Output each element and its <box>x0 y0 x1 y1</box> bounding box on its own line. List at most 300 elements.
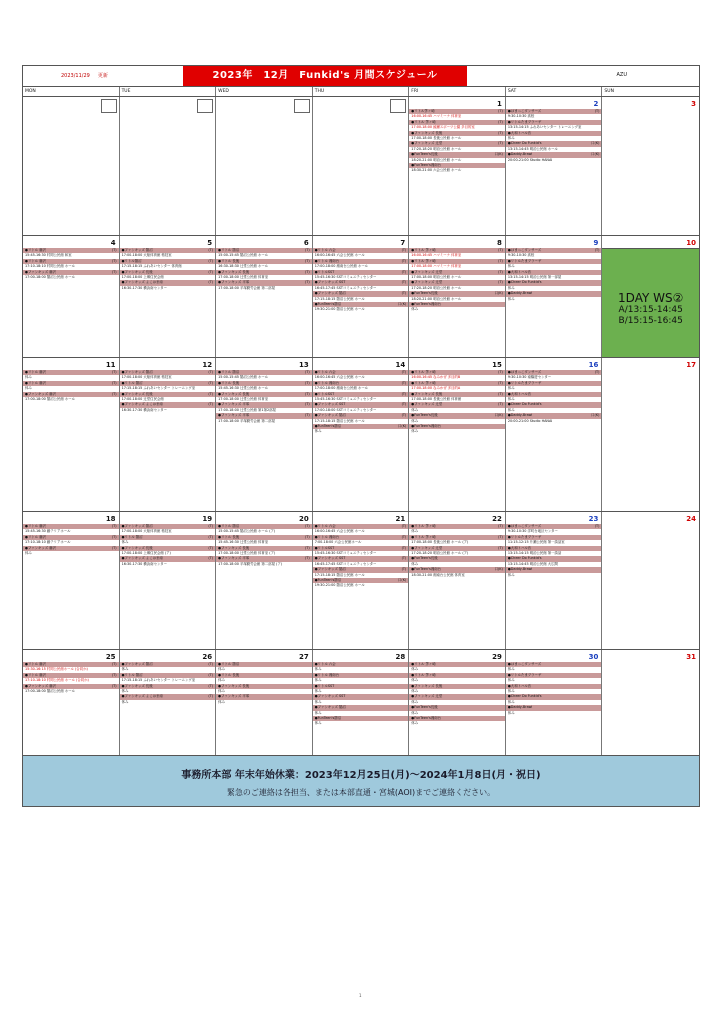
event-text: ●リトル茅ヶ崎 <box>411 109 435 113</box>
day-number: 9 <box>593 239 599 247</box>
day-number: 2 <box>593 100 599 108</box>
event-text: 17:00-18:00 大船体育館 格技室 <box>121 375 172 380</box>
event-text: ●ファンキッズ 辻堂 <box>411 402 443 407</box>
event-text: ●リトル 茅ヶ崎 <box>411 534 436 539</box>
teacher-tag: (T) <box>401 291 407 296</box>
event-text: ●リトル 六会 <box>314 524 336 528</box>
event-text: 休み <box>25 551 32 556</box>
event-text: 13:15-14:15 明治公民館 第一部屋 <box>507 275 562 280</box>
teacher-tag: (T) <box>401 269 407 274</box>
event-text: 20:00-21:00 Studio HANAI <box>507 157 553 162</box>
event-text: 17:00-18:00 平塚勤労会館 第二部屋 (ア) <box>218 561 283 566</box>
event-text: ●リトル 藤沢 <box>25 370 46 374</box>
event-text: 16:00-16:45 ハマミーナ 体育室 <box>411 253 462 258</box>
event-text: ●ファンキッズ 藤沢 <box>25 545 57 550</box>
event-text: 17:00-18:00 鵠沼公民館 ホール <box>25 397 75 402</box>
event-text: ●リトル 鵠沼 <box>121 534 143 539</box>
event-text: 18:20-21:00 明治公民館 ホール <box>411 157 462 162</box>
class-time-place <box>216 286 312 291</box>
event-text: 17:15-18:15 ふれあいセンター トレーニング室 <box>121 386 196 391</box>
event-text: 17:00-18:00 長後公民館 ホール <box>411 136 462 141</box>
event-text: ●ファンキッズ 長後 <box>411 391 443 396</box>
event-text: ●リトル 長後 <box>218 672 240 677</box>
class-time-place <box>23 397 119 402</box>
day-number: 1 <box>496 100 502 108</box>
event-text: ●FunTeen's湘南台 <box>411 424 441 429</box>
event-text: ●はまっこダンサーズ <box>507 524 542 528</box>
event-text: 17:00-18:00 大船体育館 格技室 <box>121 253 172 258</box>
event-text: ●リトルSST <box>314 391 335 396</box>
event-text: 17:20-18:20 明治公民館 ホール <box>411 285 462 290</box>
event-text: 17:15-18:15 鵠沼公民館 ホール <box>314 418 365 423</box>
day-cell[interactable] <box>23 97 120 235</box>
empty-date-box <box>294 99 310 113</box>
event-text: 休み <box>411 721 419 726</box>
event-text: ●ファンキッズ よこはま南 <box>121 556 163 561</box>
event-text: 18:30-21:00 湘南台公民館 体育室 <box>411 572 465 577</box>
event-text: ●リトル 茅ヶ崎 <box>411 258 436 263</box>
event-text: ●Daddy-Brawl <box>507 413 533 418</box>
event-text: ●リトル 鵠沼 <box>121 672 143 677</box>
event-text: 休み <box>411 678 419 683</box>
event-text: 17:15-18:15 鵠沼公民館 ホール <box>314 296 365 301</box>
teacher-tag: (T) <box>111 662 117 666</box>
event-text: ●FunTeen's湘南台 <box>411 716 441 721</box>
teacher-tag: (T) <box>498 269 503 274</box>
event-text: ●リトル 湘南台 <box>314 534 340 539</box>
week-row <box>22 235 700 357</box>
event-text: 16:00-16:45 なみかぜ 多目的B <box>411 375 461 380</box>
day-cell[interactable] <box>216 650 313 755</box>
teacher-tag: (T) <box>111 545 117 550</box>
event-text: ●リトル 藤沢 <box>25 380 46 385</box>
event-text: 休み <box>507 678 515 683</box>
day-number: 24 <box>686 515 696 523</box>
event-text: 休み <box>411 667 419 672</box>
day-cell[interactable] <box>23 512 120 649</box>
class-time-place <box>216 700 312 705</box>
event-text: 16:30-17:30 横浜南センター <box>121 285 168 290</box>
event-text: ●大和トハル音 <box>507 269 532 274</box>
event-text: ●リトル 鵠沼 <box>218 524 240 528</box>
event-text: ●Cheer Do Funkid's <box>507 556 542 561</box>
event-text: ●ファンキッズ 藤沢 <box>25 269 57 274</box>
event-text: 休み <box>507 264 515 269</box>
teacher-tag: (T) <box>208 662 214 666</box>
teacher-tag: (T) <box>304 534 310 539</box>
teacher-tag: (T) <box>304 391 310 396</box>
event-text: ●リトル 湘南台 <box>314 258 340 263</box>
teacher-tag: 口(K) <box>494 567 503 572</box>
event-text: ●大和トハル音 <box>507 130 532 135</box>
teacher-tag: (T) <box>208 280 214 285</box>
event-text: 17:15-18:15 ふれあいセンター トレーニング室 <box>121 678 196 683</box>
event-text: ●ファンキッズ 長後 <box>121 683 153 688</box>
event-text: 休み <box>314 699 322 704</box>
day-cell[interactable] <box>313 236 410 357</box>
class-time-place <box>120 562 216 567</box>
event-text: ●リトル 六会 <box>314 370 336 374</box>
event-text: 休み <box>314 678 322 683</box>
teacher-tag: (T) <box>208 534 214 539</box>
day-cell[interactable] <box>120 512 217 649</box>
teacher-tag: (T) <box>498 248 503 252</box>
day-number: 27 <box>298 653 309 661</box>
teacher-tag: (T) <box>208 694 214 699</box>
day-number: 14 <box>395 361 406 369</box>
page-number: 1 <box>359 993 362 998</box>
teacher-tag: (T) <box>304 258 310 263</box>
day-cell[interactable] <box>216 97 313 235</box>
teacher-tag: (T) <box>111 258 117 263</box>
event-text: ●リトル 茅ヶ崎 <box>411 370 436 374</box>
class-time-place <box>120 700 216 705</box>
teacher-tag: (T) <box>401 567 407 572</box>
teacher-tag: (T) <box>208 380 214 385</box>
event-text: ●Daddy-Brawl <box>507 152 533 157</box>
day-cell[interactable] <box>409 97 506 235</box>
day-cell[interactable] <box>506 512 603 649</box>
day-cell[interactable] <box>506 97 603 235</box>
teacher-tag: 口(K) <box>398 578 407 583</box>
event-text: 17:00-18:00 湘南台公民館 ホール <box>314 386 369 391</box>
event-text: 休み <box>314 721 322 726</box>
event-text: 17:00-18:00 辻堂公民館 体育室 (ア) <box>218 551 276 556</box>
update-label: 更新 <box>97 73 108 79</box>
weekday-tue: TUE <box>120 87 217 96</box>
day-cell[interactable] <box>23 358 120 511</box>
event-text: ●リトル 藤沢 <box>25 258 46 263</box>
class-time-place <box>23 275 119 280</box>
teacher-tag: (T) <box>498 119 503 124</box>
event-text: 休み <box>507 710 515 715</box>
event-text: ●はまっこダンサーズ <box>507 248 542 252</box>
event-text: ●ファンキッズ 藤沢 <box>25 683 57 688</box>
teacher-tag: (T) <box>498 258 503 263</box>
event-text: ●ファンキッズ 長後 <box>121 269 153 274</box>
event-text: 18:30-21:00 六会公民館 ホール <box>411 168 462 173</box>
event-text: 休み <box>25 375 32 380</box>
event-text: 16:45-17:45 SSTコミュニティセンター <box>314 285 377 290</box>
event-text: 休み <box>218 689 225 694</box>
header-code: AZU <box>616 72 627 78</box>
weekday-mon: MON <box>23 87 120 96</box>
event-text: ●大和トハル音 <box>507 391 532 396</box>
day-cell[interactable] <box>506 358 603 511</box>
day-cell[interactable] <box>23 650 120 755</box>
teacher-tag: (T) <box>304 413 310 418</box>
event-text: 15:00-15:45 鵠沼公民館 ホール (ア) <box>218 529 276 534</box>
teacher-tag: (T) <box>111 269 117 274</box>
event-text: 9:30-10:30 高校 <box>507 253 535 258</box>
event-text: ●FunTeen's湘南台 <box>411 567 441 572</box>
class-time-place <box>313 307 409 312</box>
day-cell[interactable] <box>602 650 699 755</box>
teacher-tag: (T) <box>594 524 600 528</box>
event-text: ●ファンキッズ 長後 <box>218 683 250 688</box>
day-cell[interactable] <box>602 97 699 235</box>
event-text: 休み <box>507 386 515 391</box>
event-text: 休み <box>507 667 515 672</box>
teacher-tag: (T) <box>111 370 117 374</box>
teacher-tag: (T) <box>208 556 214 561</box>
day-cell[interactable] <box>216 512 313 649</box>
event-text: 休み <box>411 710 419 715</box>
workshop-title: 1DAY WS② <box>618 291 684 305</box>
event-text: 17:00-18:00 明治公民館 ホール <box>411 275 462 280</box>
day-number: 7 <box>400 239 406 247</box>
day-number: 22 <box>492 515 502 523</box>
day-number: 26 <box>202 653 213 661</box>
teacher-tag: 口(K) <box>591 141 600 146</box>
teacher-tag: (T) <box>208 672 214 677</box>
teacher-tag: (T) <box>304 248 310 252</box>
event-text: 16:30-17:30 横浜南センター <box>121 407 168 412</box>
event-text: 休み <box>411 418 419 423</box>
day-cell[interactable] <box>506 650 603 755</box>
event-text: 15:45-16:30 藤テリアホール <box>25 529 71 534</box>
empty-date-box <box>390 99 406 113</box>
teacher-tag: (T) <box>304 524 310 528</box>
event-text: ●リトル 長後 <box>218 380 240 385</box>
day-cell[interactable] <box>409 650 506 755</box>
day-cell[interactable] <box>313 358 410 511</box>
day-cell[interactable] <box>602 358 699 511</box>
event-text: 休み <box>314 710 322 715</box>
event-text: 17:00-18:00 平塚勤労会館 第二部屋 <box>218 285 275 290</box>
event-text: ●ファンキッズ 辻堂 <box>411 280 443 285</box>
event-text: ●リトル 長後 <box>218 258 240 263</box>
event-text: ●リトル 長後 <box>218 534 240 539</box>
teacher-tag: (T) <box>111 672 117 677</box>
day-cell[interactable] <box>216 236 313 357</box>
day-cell[interactable] <box>120 97 217 235</box>
event-text: 9:30-10:30 洋町台地区センター <box>507 529 558 534</box>
event-text: ●リトル 藤沢 <box>25 524 46 528</box>
day-number: 3 <box>691 100 696 108</box>
event-text: 15:45-16:30 辻堂公民館 ホール <box>218 386 269 391</box>
event-text: ●ファンキッズ SST <box>314 694 346 699</box>
event-text: ●はまっこダンサーズ <box>507 109 542 113</box>
day-cell[interactable] <box>313 512 410 649</box>
event-text: ●ファンキッズ 辻堂 <box>411 269 443 274</box>
event-text: ●ファンキッズ 長後 <box>411 130 443 135</box>
day-number: 19 <box>202 515 213 523</box>
event-text: 休み <box>314 429 322 434</box>
class-time-place <box>313 583 409 588</box>
teacher-tag: (T) <box>498 141 503 146</box>
week-row <box>22 357 700 511</box>
event-text: ●ファンキッズ 辻堂 <box>411 141 443 146</box>
notice-line-2: 緊急のご連絡は各担当、または本部直通・宮城(AOI)までご連絡ください。 <box>226 788 496 797</box>
class-time-place <box>409 307 505 312</box>
event-text: ●ファンキッズ 平塚 <box>218 413 250 418</box>
event-text: ●Daddy-Brawl <box>507 567 533 572</box>
event-text: ●Cheer Do Funkid's <box>507 280 542 285</box>
event-text: ●ファンキッズ 鵠沼 <box>314 705 346 710</box>
event-text: ●ファンキッズ 平塚 <box>218 402 250 407</box>
event-text: 17:00-18:00 長後公民館 ホール (ア) <box>411 540 469 545</box>
teacher-tag: (T) <box>111 534 117 539</box>
event-text: ●FunTeen's長後 <box>411 152 438 157</box>
weekday-header <box>22 86 700 96</box>
event-text: ●FunTeen's長後 <box>411 413 438 418</box>
day-cell[interactable] <box>120 358 217 511</box>
event-text: ●FunTeen's鵠沼 <box>314 302 342 307</box>
teacher-tag: (T) <box>594 248 600 252</box>
class-time-place <box>506 158 602 163</box>
event-text: ●ファンキッズ よこはま南 <box>121 402 163 407</box>
day-cell[interactable] <box>602 236 699 357</box>
day-cell[interactable] <box>506 236 603 357</box>
teacher-tag: (T) <box>498 534 503 539</box>
event-text: ●リトル 六会 <box>314 248 336 252</box>
day-number: 13 <box>298 361 309 369</box>
notice-line-1: 事務所本部 年末年始休業：2023年12月25日(月)～2024年1月8日(月・祝日) <box>181 770 541 781</box>
event-text: ●Cheer Do Funkid's <box>507 402 542 407</box>
event-text: 16:45-17:45 SSTコミュニティセンター <box>314 561 377 566</box>
event-text: ●リトルたまプラーザ <box>507 380 542 385</box>
day-cell[interactable] <box>120 650 217 755</box>
event-text: 17:00-18:00 綾瀬スポーツ公園 多目的室 <box>411 125 475 130</box>
event-text: ●ファンキッズ 平塚 <box>218 280 250 285</box>
event-text: 7:00-18:00 六会公民館ホール <box>314 540 362 545</box>
event-text: 15:45-16:30 SSTコミュニティセンター <box>314 397 377 402</box>
event-text: ●ファンキッズ 平塚 <box>218 556 250 561</box>
teacher-tag: (T) <box>498 130 503 135</box>
class-time-place <box>23 551 119 556</box>
teacher-tag: (T) <box>111 248 117 252</box>
teacher-tag: (T) <box>498 524 503 528</box>
day-number: 20 <box>298 515 309 523</box>
event-text: 15:45-16:30 村岡公民館 和室 <box>25 253 72 258</box>
day-cell[interactable] <box>313 650 410 755</box>
teacher-tag: (T) <box>208 545 214 550</box>
event-text: 17:15-18:15 ふれあいセンター 体育館 <box>121 264 182 269</box>
event-text: ●FunTeen's長後 <box>411 291 438 296</box>
day-cell[interactable] <box>602 512 699 649</box>
event-text: 13:15-14:15 ふれあいセンター トレーニング室 <box>507 125 582 130</box>
day-cell[interactable] <box>313 97 410 235</box>
event-text: ●FunTeen's湘南台 <box>411 163 441 168</box>
event-text: ●リトル 鵠沼 <box>218 248 240 252</box>
event-text: ●ファンキッズ 鵠沼 <box>314 291 346 296</box>
event-text: ●ファンキッズ 長後 <box>218 391 250 396</box>
schedule-sheet <box>22 65 700 807</box>
day-number: 10 <box>686 239 696 247</box>
event-text: ●ファンキッズ SST <box>314 280 346 285</box>
class-time-place <box>23 689 119 694</box>
event-text: 休み <box>507 572 515 577</box>
event-text: ●リトル 湘南台 <box>314 672 340 677</box>
event-text: ●ファンキッズ 長後 <box>411 683 443 688</box>
teacher-tag: (T) <box>401 380 407 385</box>
class-time-place <box>313 429 409 434</box>
event-text: 休み <box>121 689 129 694</box>
empty-date-box <box>197 99 213 113</box>
weekday-sat: SAT <box>506 87 603 96</box>
day-cell[interactable] <box>23 236 120 357</box>
event-text: ●リトル 藤沢 <box>25 662 46 666</box>
event-text: ●リトル 六会 <box>314 662 336 666</box>
teacher-tag: (T) <box>498 109 503 113</box>
event-text: ●リトル 茅ヶ崎 <box>411 524 436 528</box>
event-text: 13:15-14:15 明治公民館 第一談話 <box>507 551 562 556</box>
event-text: 17:00-18:00 鵠沼公民館 ホール <box>25 689 75 694</box>
event-text: 15:00-15:45 鵠沼公民館 ホール <box>218 253 269 258</box>
event-text: 17:20-18:20 明治公民館 ホール (ア) <box>411 551 469 556</box>
event-text: ●リトル 茅ヶ崎 <box>411 672 436 677</box>
class-time-place <box>409 168 505 173</box>
event-text: 19:30-21:00 鵠沼公民館 ホール <box>314 583 365 588</box>
class-time-place <box>409 721 505 726</box>
event-text: 休み <box>218 667 225 672</box>
teacher-tag: (T) <box>111 380 117 385</box>
teacher-tag: (T) <box>304 556 310 561</box>
day-cell[interactable] <box>409 512 506 649</box>
event-text: ●リトル 茅ヶ崎 <box>411 662 436 666</box>
teacher-tag: (T) <box>304 370 310 374</box>
event-text: ●ファンキッズ 辻堂 <box>411 694 443 699</box>
event-text: ●リトルSST <box>314 269 335 274</box>
teacher-tag: (T) <box>401 524 407 528</box>
event-text: ●リトルたまプラーザ <box>507 258 542 263</box>
event-text: ●ファンキッズ SST <box>314 556 346 561</box>
event-text: ●大和トハル音 <box>507 545 532 550</box>
event-text: 16:30-18:30 辻堂公民館 ホール <box>218 264 269 269</box>
event-text: 休み <box>218 699 225 704</box>
event-text: 17:10-18:10 藤テリアホール <box>25 540 71 545</box>
day-cell[interactable] <box>120 236 217 357</box>
teacher-tag: (T) <box>208 248 214 252</box>
teacher-tag: (T) <box>401 545 407 550</box>
day-cell[interactable] <box>216 358 313 511</box>
event-text: 休み <box>411 429 419 434</box>
event-text: 16:00-16:45 ハマミーナ 体育室 <box>411 114 462 119</box>
event-text: 9:30-10:30 南橋遊センター <box>507 375 552 380</box>
event-text: 休み <box>507 397 515 402</box>
event-text: ●リトル鵠沼 <box>121 258 142 263</box>
event-text: ●ファンキッズ 長後 <box>121 391 153 396</box>
day-number: 28 <box>395 653 406 661</box>
event-text: 11:15-12:15 片瀬公民館 第一談話室 <box>507 540 565 545</box>
class-time-place <box>120 286 216 291</box>
event-text: ●FunTeen's湘南台 <box>411 302 441 307</box>
empty-date-box <box>101 99 117 113</box>
event-text: ●ファンキッズ 鵠沼 <box>121 248 153 252</box>
update-date: 2023/11/29 <box>61 73 90 79</box>
event-text: 17:00-18:00 大船体育館 格技室 <box>121 529 172 534</box>
teacher-tag: (T) <box>401 370 407 374</box>
teacher-tag: (T) <box>498 280 503 285</box>
event-text: ●Daddy-Brawl <box>507 705 533 710</box>
event-text: 休み <box>411 561 419 566</box>
teacher-tag: (T) <box>304 402 310 407</box>
day-number: 30 <box>588 653 599 661</box>
event-text: 17:00-18:00 鵠沼公民館 ホール <box>25 275 75 280</box>
day-number: 18 <box>105 515 116 523</box>
day-number: 5 <box>207 239 213 247</box>
event-text: ●ファンキッズ 鵠沼 <box>314 567 346 572</box>
calendar-grid <box>22 96 700 755</box>
day-cell[interactable] <box>409 236 506 357</box>
day-cell[interactable] <box>409 358 506 511</box>
teacher-tag: (T) <box>498 391 503 396</box>
event-text: ●ファンキッズ SST <box>314 402 346 407</box>
event-text: ●リトル 藤沢 <box>25 248 46 252</box>
event-text: ●FunTeen's鵠沼 <box>314 716 342 721</box>
workshop-block[interactable] <box>602 248 699 357</box>
